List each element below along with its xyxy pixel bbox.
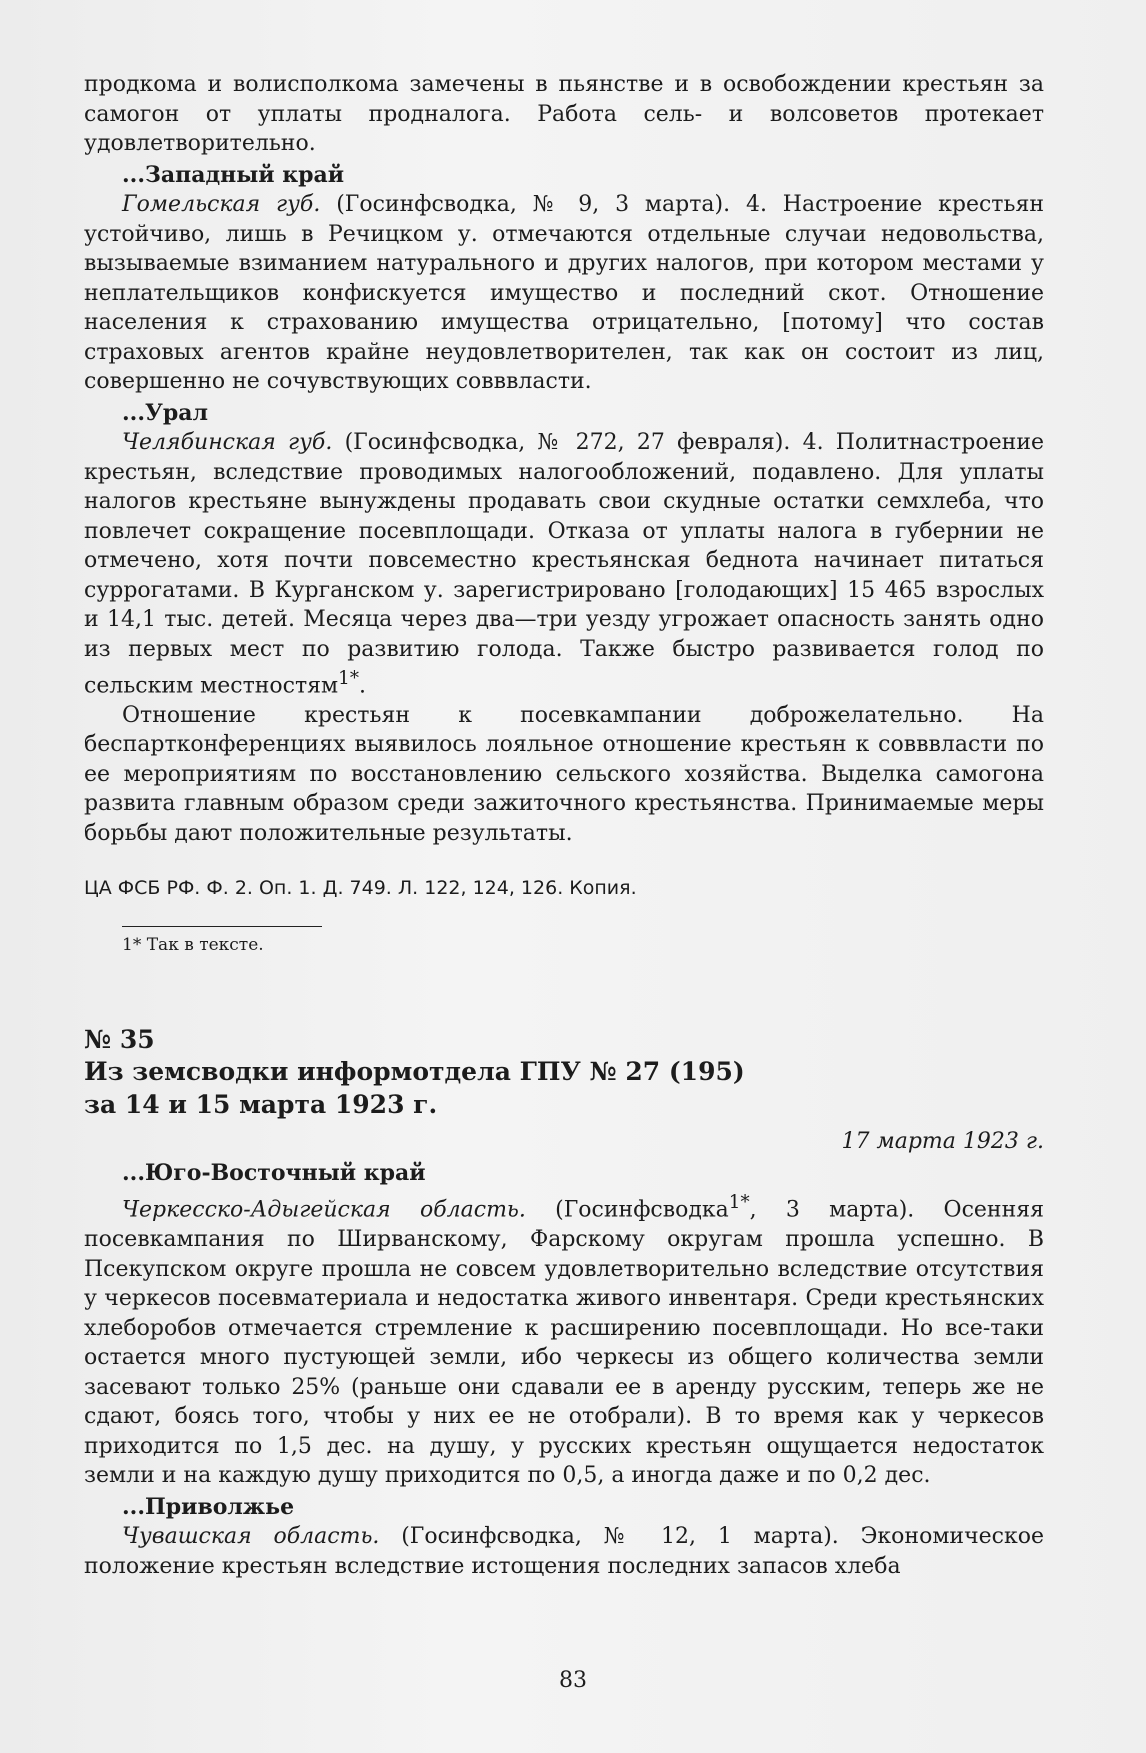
page-body [84, 70, 1044, 1581]
region-name: Челябинская губ. [122, 430, 333, 455]
region-name: Черкесско-Адыгейская область. [122, 1197, 526, 1223]
footnote-marker: 1* [728, 1192, 750, 1214]
entry-chelyabinsk-paragraph2: Отношение крестьян к посевкампании доброжелательно. На беспартконференциях выявилось лояльное отношение крестьян к совввласти по ее мероприятиям по восстановлению сельского хозяйства. Выделка самогона развита главным образом среди зажиточного крестьянства. Принимаемые меры борьбы дают положительные результаты. [84, 702, 1044, 846]
entry-circassian-adyghe [84, 1188, 1044, 1490]
document-title-line2: за 14 и 15 марта 1923 г. [84, 1090, 438, 1120]
entry-text: (Госинфсводка, № 12, 1 марта). Экономическое положение крестьян вследствие истощения последних запасов хлеба [84, 1524, 1044, 1579]
archive-reference: ЦА ФСБ РФ. Ф. 2. Оп. 1. Д. 749. Л. 122, 124, 126. Копия. [84, 877, 637, 900]
entry-text: (Госинфсводка, № 9, 3 марта). 4. Настроение крестьян устойчиво, лишь в Речицком у. отмечаются отдельные случаи недовольства, вызываемые взиманием натурального и других налогов, при котором местами у неплательщиков конфискуется имущество и последний скот. Отношение населения к страхованию имущества отрицательно, [потому] что состав страховых агентов крайне неудовлетворителен, так как он состоит из лиц, совершенно не сочувствующих совввласти. [84, 192, 1044, 394]
document-date: 17 марта 1923 г. [841, 1129, 1044, 1155]
entry-text: (Госинфсводка, № 272, 27 февраля). 4. Политнастроение крестьян, вследствие проводимых налогообложений, подавлено. Для уплаты налогов крестьяне вынуждены продавать свои скудные остатки семхлеба, что повлечет сокращение посевплощади. Отказа от уплаты налога в губернии не отмечено, хотя почти повсеместно крестьянская беднота начинает питаться суррогатами. В Курганском у. зарегистрировано [голодающих] 15 465 взрослых и 14,1 тыс. детей. Месяца через два—три уезду угрожает опасность занять одно из первых мест по развитию голода. Также быстро развивается голод по сельским местностям [84, 430, 1044, 699]
section-heading-west: ...Западный край [122, 161, 345, 188]
section-heading-volga: ...Приволжье [122, 1493, 295, 1520]
footnote: 1* Так в тексте. [122, 934, 264, 955]
footnote-marker: 1* [338, 668, 359, 689]
entry-end: . [358, 673, 366, 699]
entry-chelyabinsk [84, 428, 1044, 701]
section-heading-ural: ...Урал [122, 399, 208, 426]
document-title-line1: Из земсводки информотдела ГПУ № 27 (195) [84, 1057, 745, 1087]
entry-text-cont: , 3 марта). Осенняя посевкампания по Ширванскому, Фарскому округам прошла успешно. В Псекупском округе прошла не совсем удовлетворительно вследствие отсутствия у черкесов посевматериала и недостатка живого инвентаря. Среди крестьянских хлеборобов отмечается стремление к расширению посевплощади. Но все-таки остается много пустующей земли, ибо черкесы из общего количества земли засевают только 25% (раньше они сдавали ее в аренду русским, теперь же не сдают, боясь того, чтобы у них ее не отобрали). В то время как у черкесов приходится по 1,5 дес. на душу, у русских крестьян ощущается недостаток земли и на каждую душу приходится по 0,5, а иногда даже и по 0,2 дес. [84, 1197, 1045, 1489]
section-heading-southeast: ...Юго-Восточный край [122, 1159, 426, 1186]
document-number: № 35 [84, 1025, 155, 1055]
page-number: 83 [559, 1668, 587, 1693]
region-name: Чувашская область. [122, 1524, 380, 1550]
entry-chuvash [84, 1522, 1044, 1581]
entry-gomel [84, 190, 1044, 397]
entry-text: (Госинфсводка [525, 1197, 729, 1223]
intro-paragraph: продкома и волисполкома замечены в пьянстве и в освобождении крестьян за самогон от уплаты продналога. Работа сель- и волсоветов протекает удовлетворительно. [84, 72, 1044, 156]
footnote-rule [122, 926, 322, 927]
region-name: Гомельская губ. [122, 192, 321, 217]
